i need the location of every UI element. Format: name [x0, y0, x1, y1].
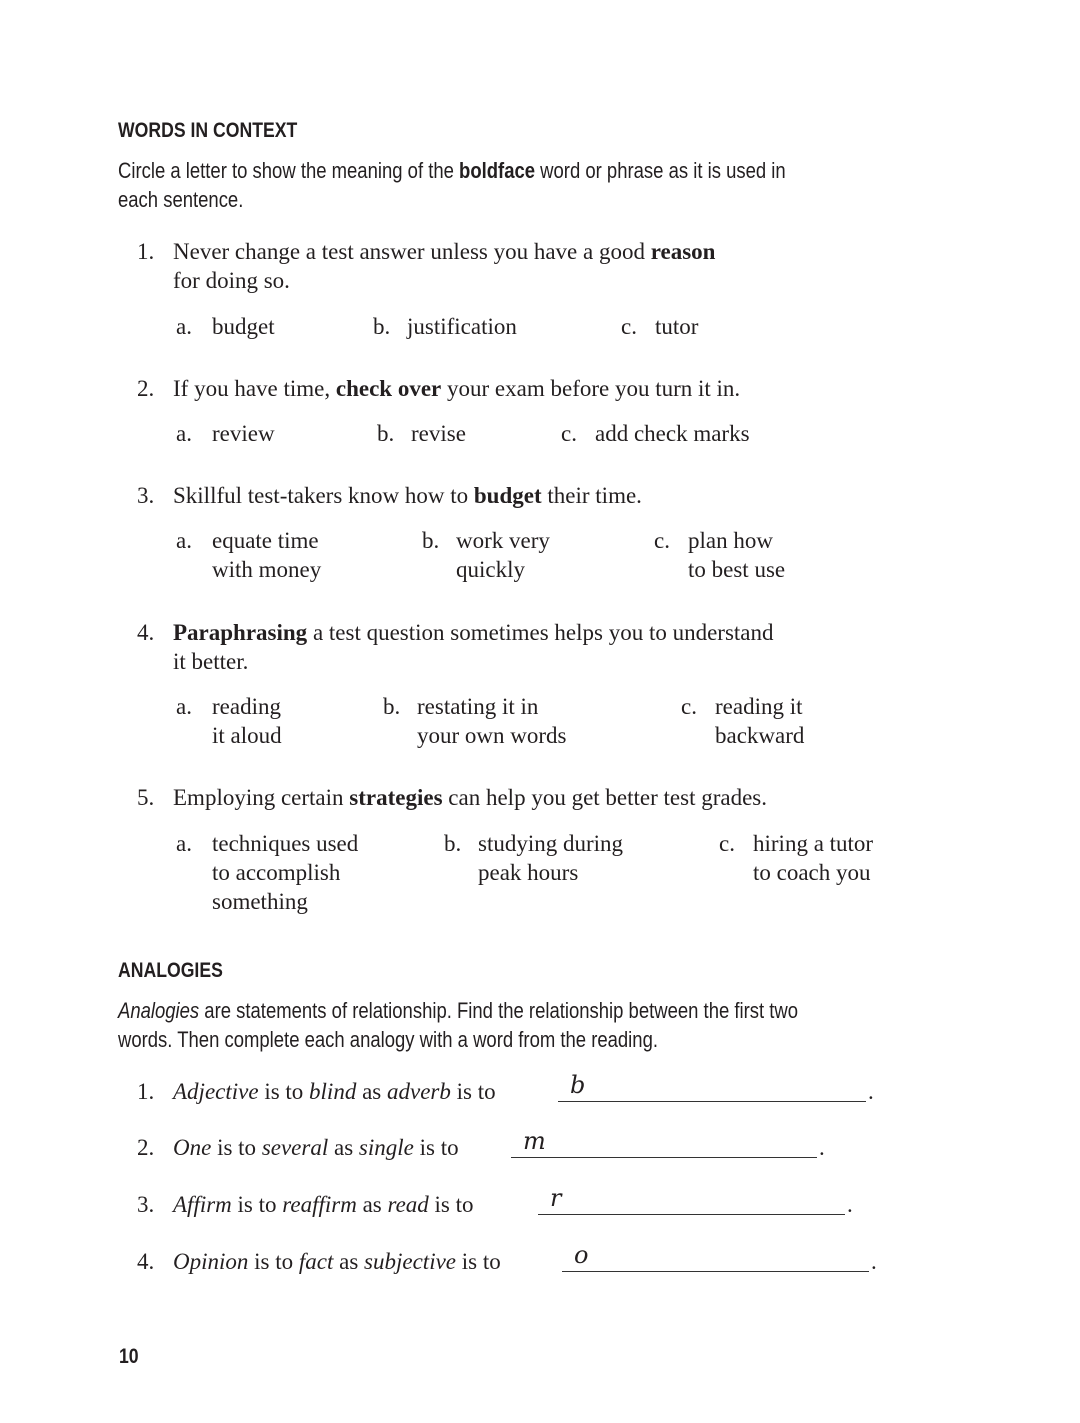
option-text: work very [456, 528, 550, 553]
option-letter[interactable]: b. [422, 528, 440, 553]
answer-blank[interactable] [558, 1101, 866, 1102]
analogy-period: . [819, 1135, 825, 1160]
instr-text: are statements of relationship. Find the relationship between the first two [199, 998, 799, 1023]
question-text: Paraphrasing a test question sometimes helps you to understand [173, 620, 774, 645]
analogy-number: 3. [137, 1192, 155, 1217]
option-text: to best use [688, 557, 786, 582]
option-text: to coach you [753, 860, 871, 885]
instr-text: word or phrase as it is used in [535, 158, 786, 183]
question-text: If you have time, check over your exam before you turn it in. [173, 376, 741, 401]
analogy-text: Opinion is to fact as subjective is to [173, 1249, 501, 1274]
analogy-period: . [868, 1079, 874, 1104]
option-text: restating it in [417, 694, 539, 719]
option-letter[interactable]: a. [176, 528, 192, 553]
answer-blank[interactable] [511, 1157, 817, 1158]
option-letter[interactable]: c. [561, 421, 577, 446]
analogy-text: Affirm is to reaffirm as read is to [173, 1192, 474, 1217]
analogy-number: 4. [137, 1249, 155, 1274]
option-text: something [212, 889, 308, 914]
handwritten-answer: b [570, 1071, 586, 1099]
option-text: peak hours [478, 860, 579, 885]
option-text: revise [411, 421, 466, 446]
words-in-context-instructions [118, 156, 786, 214]
question-number: 2. [137, 376, 155, 401]
instr-italic: Analogies [118, 998, 200, 1023]
option-text: backward [715, 723, 805, 748]
option-letter[interactable]: b. [383, 694, 401, 719]
analogy-number: 2. [137, 1135, 155, 1160]
option-text: equate time [212, 528, 319, 553]
option-text: to accomplish [212, 860, 341, 885]
question-text-line2: for doing so. [173, 268, 290, 293]
question-number: 5. [137, 785, 155, 810]
analogy-number: 1. [137, 1079, 155, 1104]
option-letter[interactable]: b. [377, 421, 395, 446]
option-text: it aloud [212, 723, 282, 748]
option-text: quickly [456, 557, 525, 582]
option-text: studying during [478, 831, 624, 856]
analogy-period: . [847, 1192, 853, 1217]
option-text: plan how [688, 528, 773, 553]
answer-blank[interactable] [562, 1271, 869, 1272]
option-text: your own words [417, 723, 567, 748]
question-number: 1. [137, 239, 155, 264]
option-letter[interactable]: c. [654, 528, 670, 553]
option-letter[interactable]: a. [176, 314, 192, 339]
answer-blank[interactable] [538, 1214, 845, 1215]
option-text: justification [407, 314, 517, 339]
question-number: 4. [137, 620, 155, 645]
option-letter[interactable]: c. [719, 831, 735, 856]
option-letter[interactable]: a. [176, 694, 192, 719]
analogies-instructions [118, 996, 798, 1054]
option-text: techniques used [212, 831, 359, 856]
question-text-line2: it better. [173, 649, 249, 674]
option-text: add check marks [595, 421, 750, 446]
analogy-text: Adjective is to blind as adverb is to [173, 1079, 496, 1104]
question-text: Employing certain strategies can help you get better test grades. [173, 785, 767, 810]
analogies-heading: ANALOGIES [118, 959, 223, 982]
analogy-period: . [871, 1249, 877, 1274]
question-text: Skillful test-takers know how to budget their time. [173, 483, 642, 508]
instr-bold: boldface [459, 158, 536, 183]
option-text: budget [212, 314, 275, 339]
option-letter[interactable]: a. [176, 421, 192, 446]
question-text: Never change a test answer unless you have a good reason [173, 239, 716, 264]
option-text: reading [212, 694, 281, 719]
option-text: with money [212, 557, 322, 582]
option-text: hiring a tutor [753, 831, 874, 856]
handwritten-answer: m [523, 1127, 546, 1155]
option-letter[interactable]: b. [444, 831, 462, 856]
page-number: 10 [119, 1345, 139, 1368]
option-letter[interactable]: a. [176, 831, 192, 856]
handwritten-answer: r [550, 1184, 562, 1212]
instr-text: each sentence. [118, 187, 244, 212]
option-letter[interactable]: b. [373, 314, 391, 339]
instr-text: Circle a letter to show the meaning of the [118, 158, 460, 183]
question-number: 3. [137, 483, 155, 508]
option-letter[interactable]: c. [621, 314, 637, 339]
option-text: review [212, 421, 275, 446]
words-in-context-heading: WORDS IN CONTEXT [118, 119, 298, 142]
option-text: tutor [655, 314, 699, 339]
option-text: reading it [715, 694, 803, 719]
handwritten-answer: o [574, 1241, 589, 1269]
analogy-text: One is to several as single is to [173, 1135, 459, 1160]
option-letter[interactable]: c. [681, 694, 697, 719]
instr-text: words. Then complete each analogy with a word from the reading. [118, 1027, 658, 1052]
